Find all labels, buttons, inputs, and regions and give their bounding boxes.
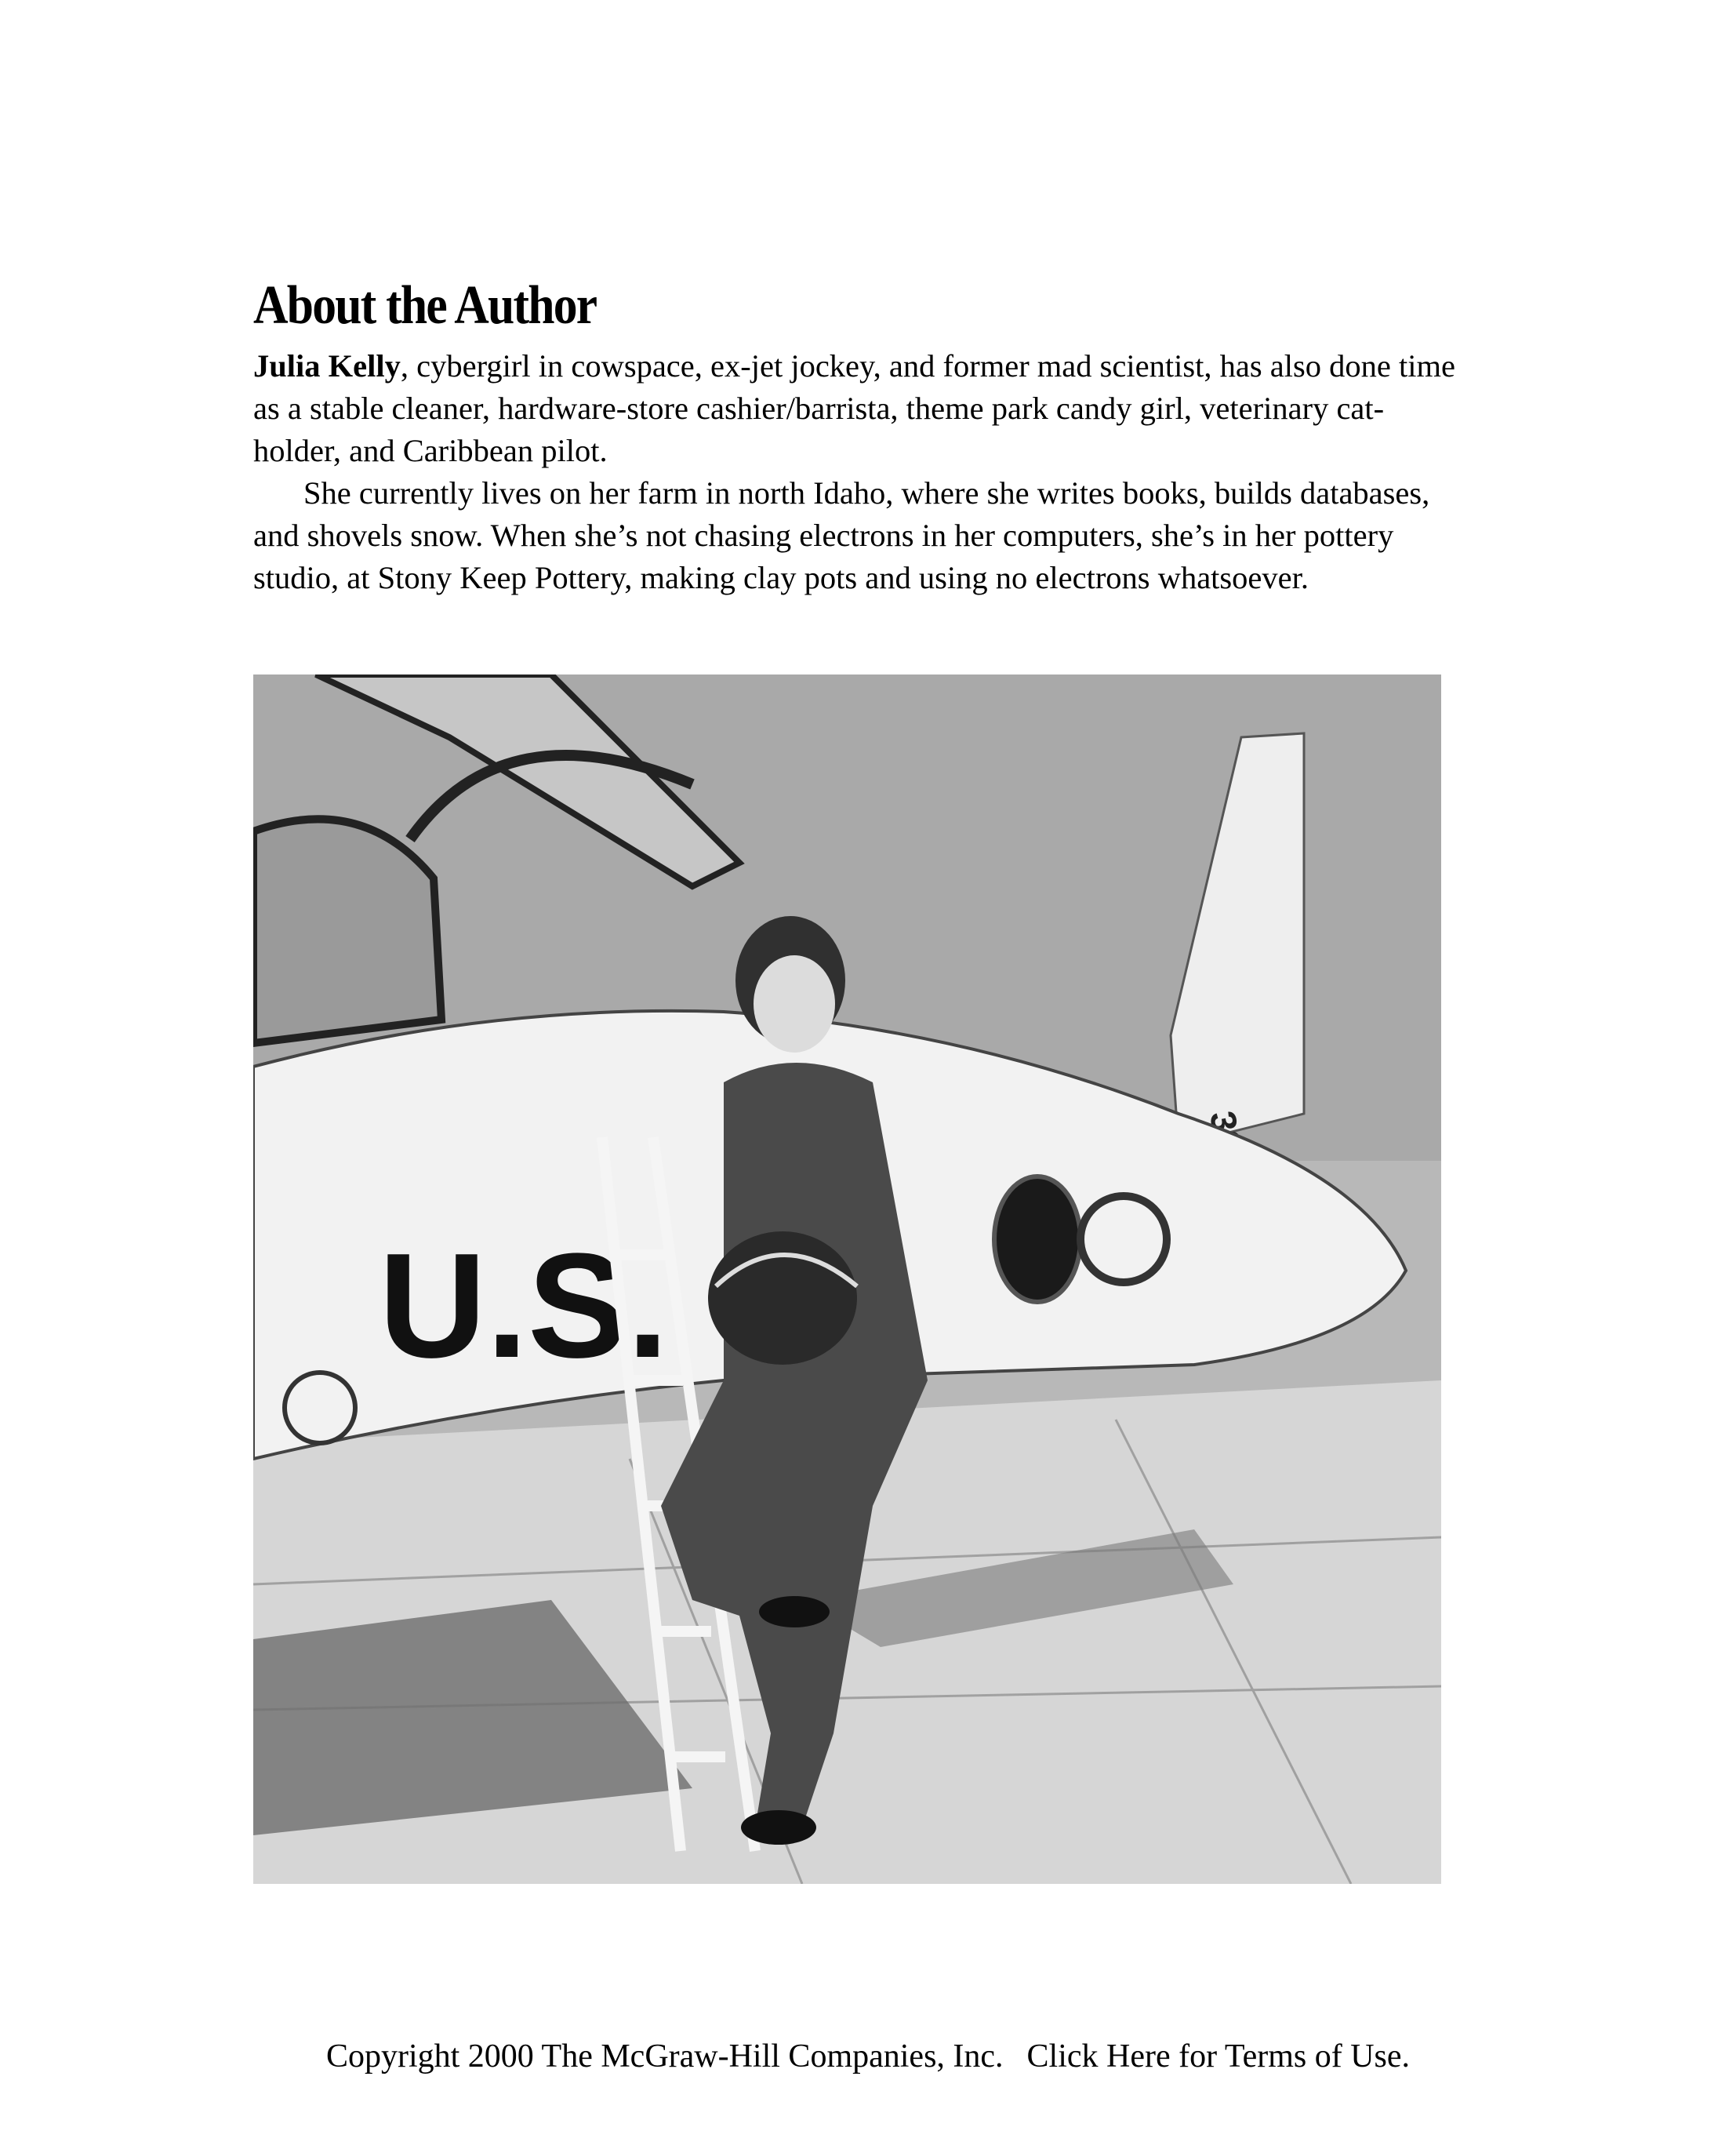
fuselage-text: U.S. [379,1223,669,1389]
author-photo [253,675,1441,1884]
page-title: About the Author [253,275,597,336]
bio-paragraph-2: She currently lives on her farm in north Idaho, where she writes books, builds databases, and shovels snow. When she’s not chasing electrons in her computers, she’s in her pottery studio, at Stony Keep Pottery, making clay pots and using no electrons whatsoever. [253,475,1430,595]
author-jet-photo [253,675,1441,1884]
copyright-notice: Copyright 2000 The McGraw-Hill Companies, Inc. [325,2038,1004,2074]
author-bio [253,345,1461,599]
terms-of-use-link[interactable]: Click Here for Terms of Use. [1026,2038,1411,2074]
footer [0,2038,1736,2075]
bio-paragraph-1 [253,345,1461,472]
bio-paragraph-1-text: , cybergirl in cowspace, ex-jet jockey, and former mad scientist, has also done time as a stable cleaner, hardware-store cashier/barrista, theme park candy girl, veterinary cat-holder, and Caribbean pilot. [253,348,1455,468]
author-name: Julia Kelly [253,348,401,384]
